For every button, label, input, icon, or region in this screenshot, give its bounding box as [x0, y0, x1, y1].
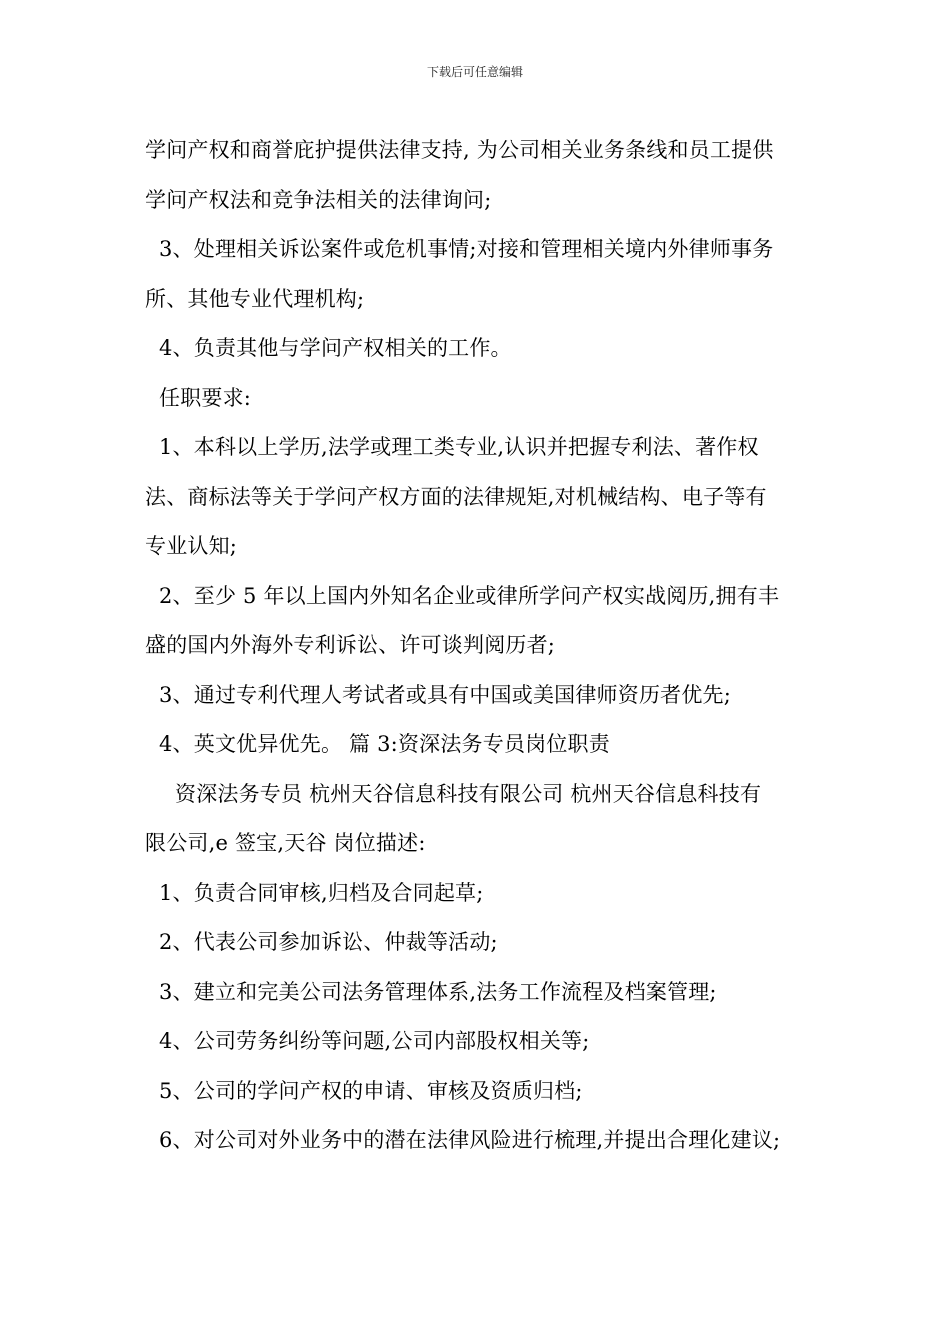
list-item: 2、代表公司参加诉讼、仲裁等活动; [159, 930, 498, 954]
text-line: 学问产权法和竞争法相关的法律询问; [145, 187, 492, 212]
page-header: 下载后可任意编辑 [426, 65, 523, 79]
list-item: 1、负责合同审核,归档及合同起草; [159, 880, 484, 905]
list-item: 4、公司劳务纠纷等问题,公司内部股权相关等; [159, 1029, 590, 1053]
list-item: 3、通过专利代理人考试者或具有中国或美国律师资历者优先; [159, 682, 732, 707]
list-item: 2、至少 5 年以上国内外知名企业或律所学问产权实战阅历,拥有丰 [159, 583, 780, 608]
text-line: 学问产权和商誉庇护提供法律支持, 为公司相关业务条线和员工提供 [145, 138, 774, 162]
text-line: 所、其他专业代理机构; [145, 286, 365, 311]
document-body [145, 126, 817, 1166]
list-item: 1、本科以上学历,法学或理工类专业,认识并把握专利法、著作权 [159, 435, 759, 459]
list-item: 4、英文优异优先。 篇 3:资深法务专员岗位职责 [159, 732, 610, 756]
list-item: 3、建立和完美公司法务管理体系,法务工作流程及档案管理; [159, 979, 717, 1004]
section-heading: 任职要求: [159, 385, 252, 410]
list-item: 4、负责其他与学问产权相关的工作。 [159, 336, 512, 360]
list-item: 3、处理相关诉讼案件或危机事情;对接和管理相关境内外律师事务 [159, 237, 774, 261]
paragraph-start: 资深法务专员 杭州天谷信息科技有限公司 杭州天谷信息科技有 [175, 781, 762, 806]
list-item: 5、公司的学问产权的申请、审核及资质归档; [159, 1078, 583, 1103]
text-line: 限公司,e 签宝,天谷 岗位描述: [145, 831, 426, 855]
text-line: 盛的国内外海外专利诉讼、许可谈判阅历者; [145, 633, 556, 657]
text-line: 法、商标法等关于学问产权方面的法律规矩,对机械结构、电子等有 [145, 484, 767, 509]
list-item: 6、对公司对外业务中的潜在法律风险进行梳理,并提出合理化建议; [159, 1128, 781, 1152]
text-line: 专业认知; [145, 534, 238, 558]
